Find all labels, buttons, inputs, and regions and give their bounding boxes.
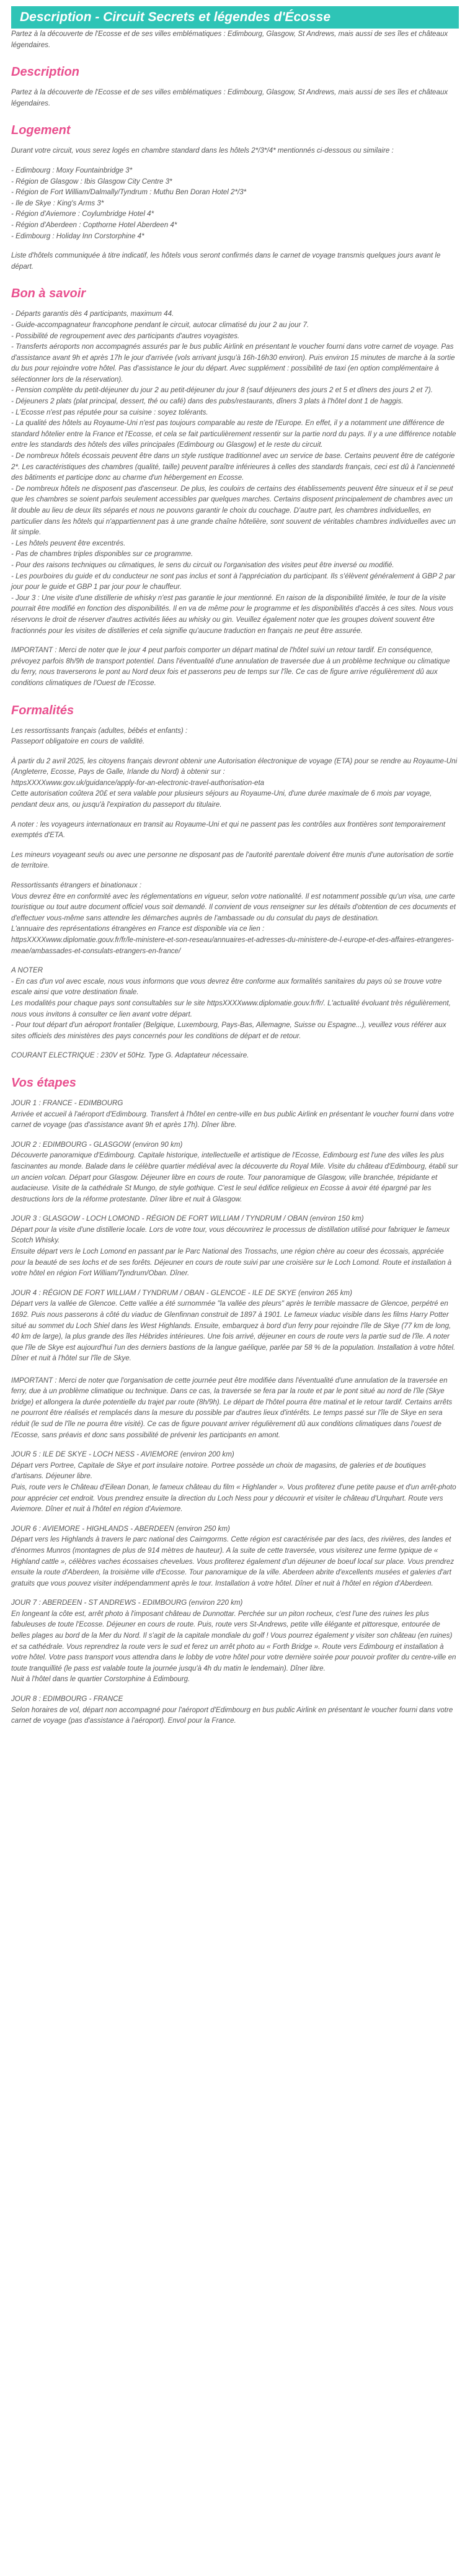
itinerary-day: [11, 1288, 459, 1440]
day-title: JOUR 8 : EDIMBOURG - FRANCE: [11, 1695, 123, 1703]
bon-a-savoir-list: - Départs garantis dès 4 participants, maximum 44. - Guide-accompagnateur francophone pendant le circuit, autocar climatisé du jour 2 au jour 7. - Possibilité de regroupement avec des participants d'autres voyagistes. - Transferts aéroports non accompagnés assurés par le bus public Airlink en présentant le voucher fourni dans votre carnet de voyage. Pas d'assistance avant 9h et après 17h le jour d'arrivée (vols arrivant jusqu'à 16h-16h30 environ). Puis environ 15 minutes de marche à la sortie du bus pour rejoindre votre hôtel. Pas d'assistance le jour du départ. Avec supplément : possibilité de taxi (en option complémentaire à sélectionner lors de la réservation). - Pension complète du petit-déjeuner du jour 2 au petit-déjeuner du jour 8 (sauf déjeuners des jours 2 et 5 et dîners des jours 2 et 7). - Déjeuners 2 plats (plat principal, dessert, thé ou café) dans des pubs/restaurants, dîners 3 plats à l'hôtel dont 1 de haggis. - L'Ecosse n'est pas réputée pour sa cuisine : soyez tolérants. - La qualité des hôtels au Royaume-Uni n'est pas toujours comparable au reste de l'Europe. En effet, il y a notamment une différence de standard hôtelier entre la France et l'Ecosse, et cela se fait particulièrement ressentir sur la partie nord du pays. Il y a une différence notable entre les standards des hôtels des villes principales (Edimbourg ou Glasgow) et le reste du circuit. - De nombreux hôtels écossais peuvent être dans un style rustique traditionnel avec un service de base. Certains peuvent être de catégorie 2*. Les caractéristiques des chambres (qualité, taille) peuvent paraître inférieures à celles des standards français, ceci est dû à l'ancienneté des bâtiments et participe donc au charme d'un hébergement en Ecosse. - De nombreux hôtels ne disposent pas d'ascenseur. De plus, les couloirs de certains des établissements peuvent être sinueux et il se peut que les chambres se soient parfois seulement accessibles par quelques marches. Certains disposent principalement de chambres avec un lit double au lieu de deux lits séparés et nous ne pouvons garantir le choix du couchage. D'autre part, les chambres individuelles, en particulier dans les hôtels qui n'appartiennent pas à une grande chaîne hôtelière, sont souvent de véritables chambres individuelles avec un lit simple. - Les hôtels peuvent être excentrés. - Pas de chambres triples disponibles sur ce programme. - Pour des raisons techniques ou climatiques, le sens du circuit ou l'organisation des visites peut être inversé ou modifié. - Les pourboires du guide et du conducteur ne sont pas inclus et sont à l'appréciation du participant. Ils s'élèvent généralement à GBP 2 par jour pour le guide et GBP 1 par jour pour le chauffeur. - Jour 3 : Une visite d'une distillerie de whisky n'est pas garantie le jour mentionné. En raison de la disponibilité limitée, le tour de la visite pourrait être modifié en fonction des disponibilités. Il en va de même pour le programme et les disponibilités d'accès à ces sites. Nous vous réservons le droit de réserver d'autres activités liées au whisky ou gin. Veuillez également noter que les groupes doivent souvent être fractionnés pour les visites de distilleries et cela signifie qu'aucune traduction en français ne peut être assurée.: [11, 310, 456, 635]
formalites-passport: Les ressortissants français (adultes, bébés et enfants) : Passeport obligatoire en cours de validité.: [11, 726, 188, 746]
main-content: [0, 29, 470, 1726]
itinerary-day: [11, 1213, 459, 1279]
formalites-transit: A noter : les voyageurs internationaux en transit au Royaume-Uni et qui ne passent pas les contrôles aux frontières sont temporairement exemptés d'ETA.: [11, 820, 446, 840]
day-text: Départ vers la vallée de Glencoe. Cette vallée a été surnommée "la vallée des pleurs" après le terrible massacre de Glencoe, perpétré en 1692. Puis nous passerons à côté du viaduc de Glenfinnan construit de 1897 à 1901. Le fameux viaduc visible dans les films Harry Potter situé au sommet du Loch Shiel dans les West Highlands. Ensuite, embarquez à bord d'un ferry pour rejoindre l'île de Skye (77 km de long, 40 km de large), la plus grande des îles Hébrides intérieures. Une fois arrivé, déjeuner en cours de route vers la partie sud de l'île. A noter que l'île de Skye est aujourd'hui l'un des derniers bastions de la langue gaélique, parlée par 58 % de la population. Installation à votre hôtel. Dîner et nuit à l'hôtel sur l'île de Skye. IMPORTANT : Merci de noter que l'organisation de cette journée peut être modifiée dans l'éventualité d'une annulation de la traversée en ferry, due à un problème climatique ou technique. Dans ce cas, la traversée se fera par la route et par le pont situé au nord de l'île (Skye bridge) et allongera la durée potentielle du trajet par route (8h/9h). Le départ de l'hôtel pourra être matinal et le retour tardif. Certains arrêts ne pourront être réalisés et remplacés dans la mesure du possible par d'autres lieux d'intérêts. Le temps passé sur l'île de Skye en sera réduit (le sud de l'île ne pourra être visité). Ce cas de figure pouvant arriver régulièrement dû aux conditions climatiques dans l'ouest de l'Ecosse, sans préavis et donc sans possibilité de prévenir les participants en amont.: [11, 1299, 456, 1439]
day-title: JOUR 2 : EDIMBOURG - GLASGOW (environ 90 km): [11, 1140, 183, 1149]
description-text: Partez à la découverte de l'Ecosse et de ses villes emblématiques : Edimbourg, Glasgow, St Andrews, mais aussi de ses îles et châteaux légendaires.: [11, 88, 448, 107]
day-text: Départ pour la visite d'une distillerie locale. Lors de votre tour, vous découvrirez le processus de distillation utilisé pour fabriquer le fameux Scotch Whisky. Ensuite départ vers le Loch Lomond en passant par le Parc National des Trossachs, une région chère au coeur des écossais, appréciée pour la beauté de ses lochs et de ses forêts. Déjeuner en cours de route suivi par une croisière sur le Loch Lomond. Route et installation à votre hôtel en région Fort William/Tyndrum/Oban. Dîner.: [11, 1225, 452, 1278]
section-heading-bon-a-savoir: Bon à savoir: [11, 287, 86, 301]
section-heading-etapes: Vos étapes: [11, 1075, 76, 1090]
formalites-electricity: COURANT ELECTRIQUE : 230V et 50Hz. Type G. Adaptateur nécessaire.: [11, 1051, 249, 1060]
logement-intro: Durant votre circuit, vous serez logés en chambre standard dans les hôtels 2*/3*/4* mentionnés ci-dessous ou similaire :: [11, 146, 394, 155]
formalites-minors: Les mineurs voyageant seuls ou avec une personne ne disposant pas de l'autorité parentale doivent être munis d'une autorisation de sortie de territoire.: [11, 850, 454, 870]
itinerary-day: [11, 1139, 459, 1205]
formalites-eta: À partir du 2 avril 2025, les citoyens français devront obtenir une Autorisation électronique de voyage (ETA) pour se rendre au Royaume-Uni (Angleterre, Ecosse, Pays de Galle, Irlande du Nord) à obtenir sur : httpsXXXXwww.gov.uk/guidance/apply-for-an-electronic-travel-authorisation-eta Cette autorisation coûtera 20£ et sera valable pour plusieurs séjours au Royaume-Uni, d'une durée maximale de 6 mois par voyage, pendant deux ans, ou jusqu'à l'expiration du passeport du titulaire.: [11, 756, 458, 809]
day-text: Arrivée et accueil à l'aéroport d'Edimbourg. Transfert à l'hôtel en centre-ville en bus public Airlink en présentant le voucher fourni dans votre carnet de voyage (pas d'assistance avant 9h et après 17h). Dîner libre.: [11, 1110, 454, 1129]
day-title: JOUR 4 : RÉGION DE FORT WILLIAM / TYNDRUM / OBAN - GLENCOE - ILE DE SKYE (environ 265 km): [11, 1288, 352, 1297]
section-heading-formalites: Formalités: [11, 703, 74, 717]
section-heading-description: Description: [11, 65, 80, 79]
day-text: Selon horaires de vol, départ non accompagné pour l'aéroport d'Edimbourg en bus public Airlink en présentant le voucher fourni dans votre carnet de voyage (pas d'assistance à l'aéroport). Envol pour la France.: [11, 1705, 453, 1725]
itinerary-day: [11, 1449, 459, 1515]
section-heading-logement: Logement: [11, 123, 71, 138]
day-text: Départ vers Portree, Capitale de Skye et port insulaire notoire. Portree possède un choix de magasins, de galeries et de boutiques d'artisans. Déjeuner libre. Puis, route vers le Château d'Eilean Donan, le fameux château du film « Highlander ». Vous profiterez d'une petite pause et d'un arrêt-photo pour apprécier cet endroit. Vous prendrez ensuite la direction du Loch Ness pour y découvrir et visiter le château d'Urquhart. Route vers Aviemore. Dîner et nuit à l'hôtel en région d'Aviemore.: [11, 1461, 456, 1514]
formalites-foreigners: Ressortissants étrangers et binationaux : Vous devrez être en conformité avec les réglementations en vigueur, selon votre nationalité. Il est notamment possible qu'un visa, une carte touristique ou tout autre document officiel vous soit demandé. Il convient de vous renseigner sur les détails d'obtention de ces documents et d'effectuer vous-même sans attendre les démarches auprès de l'ambassade ou du consulat du pays de destination. L'annuaire des représentations étrangères en France est disponible via ce lien : httpsXXXXwww.diplomatie.gouv.fr/fr/le-ministere-et-son-reseau/annuaires-et-adresses-du-ministere-de-l-europe-et-des-affaires-etrangeres-meae/ambassades-et-consulats-etrangers-en-france/: [11, 881, 456, 955]
day-title: JOUR 5 : ILE DE SKYE - LOCH NESS - AVIEMORE (environ 200 km): [11, 1450, 234, 1459]
page-header: [11, 6, 459, 29]
day-title: JOUR 3 : GLASGOW - LOCH LOMOND - RÉGION DE FORT WILLIAM / TYNDRUM / OBAN (environ 150 km): [11, 1214, 364, 1223]
page-title: Description - Circuit Secrets et légendes d'Écosse: [20, 10, 330, 24]
day-text: En longeant la côte est, arrêt photo à l'imposant château de Dunnottar. Perchée sur un piton rocheux, c'est l'une des ruines les plus fabuleuses de toute l'Ecosse. Déjeuner en cours de route. Puis, route vers St-Andrews, petite ville élégante et pittoresque, entourée de belles plages au bord de la Mer du Nord. Il s'agit de la capitale mondiale du golf ! Vous pourrez également y visiter son château (en ruines) et sa cathédrale. Vous reprendrez la route vers le sud et ferez un arrêt photo au « Forth Bridge ». Route vers Edimbourg et installation à votre hôtel. Votre pass transport vous attendra dans le lobby de votre hôtel pour votre dernière soirée pour pouvoir profiter du centre-ville en toute tranquillité (le pass est valable toute la journée jusqu'à 4h du matin le lendemain). Dîner libre. Nuit à l'hôtel dans le quartier Corstorphine à Edimbourg.: [11, 1609, 456, 1684]
itinerary-list: [11, 1098, 459, 1726]
formalites-note: A NOTER - En cas d'un vol avec escale, nous vous informons que vous devrez être conforme aux formalités sanitaires du pays où se trouve votre escale ainsi que votre destination finale. Les modalités pour chaque pays sont consultables sur le site httpsXXXXwww.diplomatie.gouv.fr/fr/. L'actualité évoluant très régulièrement, nous vous invitons à consulter ce lien avant votre départ. - Pour tout départ d'un aéroport frontalier (Belgique, Luxembourg, Pays-Bas, Allemagne, Suisse ou Espagne...), veuillez vous référer aux sites officiels des ministères des pays concernés pour les conditions de départ et de retour.: [11, 966, 451, 1040]
itinerary-day: [11, 1694, 459, 1726]
itinerary-day: [11, 1524, 459, 1589]
bon-a-savoir-important: IMPORTANT : Merci de noter que le jour 4 peut parfois comporter un départ matinal de l'hôtel suivi un retour tardif. En conséquence, prévoyez parfois 8h/9h de transport potentiel. Dans l'éventualité d'une annulation de traversée due à un problème technique ou climatique du ferry, nous traverserons le pont au Nord deux fois et passerons peu de temps sur l'île. Ce cas de figure arrive régulièrement dû aux conditions climatiques de l'Ouest de l'Ecosse.: [11, 646, 450, 687]
intro-text: Partez à la découverte de l'Ecosse et de ses villes emblématiques : Edimbourg, Glasgow, St Andrews, mais aussi de ses îles et châteaux légendaires.: [11, 30, 448, 49]
logement-note: Liste d'hôtels communiquée à titre indicatif, les hôtels vous seront confirmés dans le carnet de voyage transmis quelques jours avant le départ.: [11, 251, 441, 271]
day-title: JOUR 6 : AVIEMORE - HIGHLANDS - ABERDEEN (environ 250 km): [11, 1524, 230, 1533]
day-text: Découverte panoramique d'Edimbourg. Capitale historique, intellectuelle et artistique de l'Ecosse, Edimbourg est l'une des villes les plus fascinantes au monde. Balade dans le célèbre quartier médiéval avec la découverte du Royal Mile. Visite du château d'Edimbourg, établi sur un ancien volcan. Départ pour Glasgow. Déjeuner libre en cours de route. Tour panoramique de Glasgow, ville branchée, trépidante et audacieuse. Visite de la cathédrale St Mungo, de style gothique. C'est le seul édifice religieux en Ecosse à avoir été épargné par les destructions lors de la réforme protestante. Dîner libre et nuit à Glasgow.: [11, 1151, 458, 1203]
logement-hotel-list: - Edimbourg : Moxy Fountainbridge 3* - Région de Glasgow : Ibis Glasgow City Centre 3* - Région de Fort William/Dalmally/Tyndrum : Muthu Ben Doran Hotel 2*/3* - Ile de Skye : King's Arms 3* - Région d'Aviemore : Coylumbridge Hotel 4* - Région d'Aberdeen : Copthorne Hotel Aberdeen 4* - Edimbourg : Holiday Inn Corstorphine 4*: [11, 166, 247, 240]
itinerary-day: [11, 1098, 459, 1131]
page: [0, 6, 470, 1754]
day-text: Départ vers les Highlands à travers le parc national des Cairngorms. Cette région est caractérisée par des lacs, des rivières, des landes et d'énormes Munros (montagnes de plus de 914 mètres de hauteur). A la suite de cette traversée, vous visiterez une ferme typique de « Highland cattle », célèbres vaches écossaises chevelues. Vous profiterez également d'un déjeuner de boeuf local sur place. Vous prendrez ensuite la route d'Aberdeen, la troisième ville d'Ecosse. Tour panoramique de la ville. Aberdeen abrite d'excellents musées et galeries d'art gratuits que vous pouvez visiter indépendamment après le tour. Installation à votre hôtel. Dîner et nuit à l'hôtel en région d'Aberdeen.: [11, 1535, 454, 1587]
day-title: JOUR 7 : ABERDEEN - ST ANDREWS - EDIMBOURG (environ 220 km): [11, 1599, 243, 1607]
day-title: JOUR 1 : FRANCE - EDIMBOURG: [11, 1098, 123, 1107]
itinerary-day: [11, 1597, 459, 1685]
